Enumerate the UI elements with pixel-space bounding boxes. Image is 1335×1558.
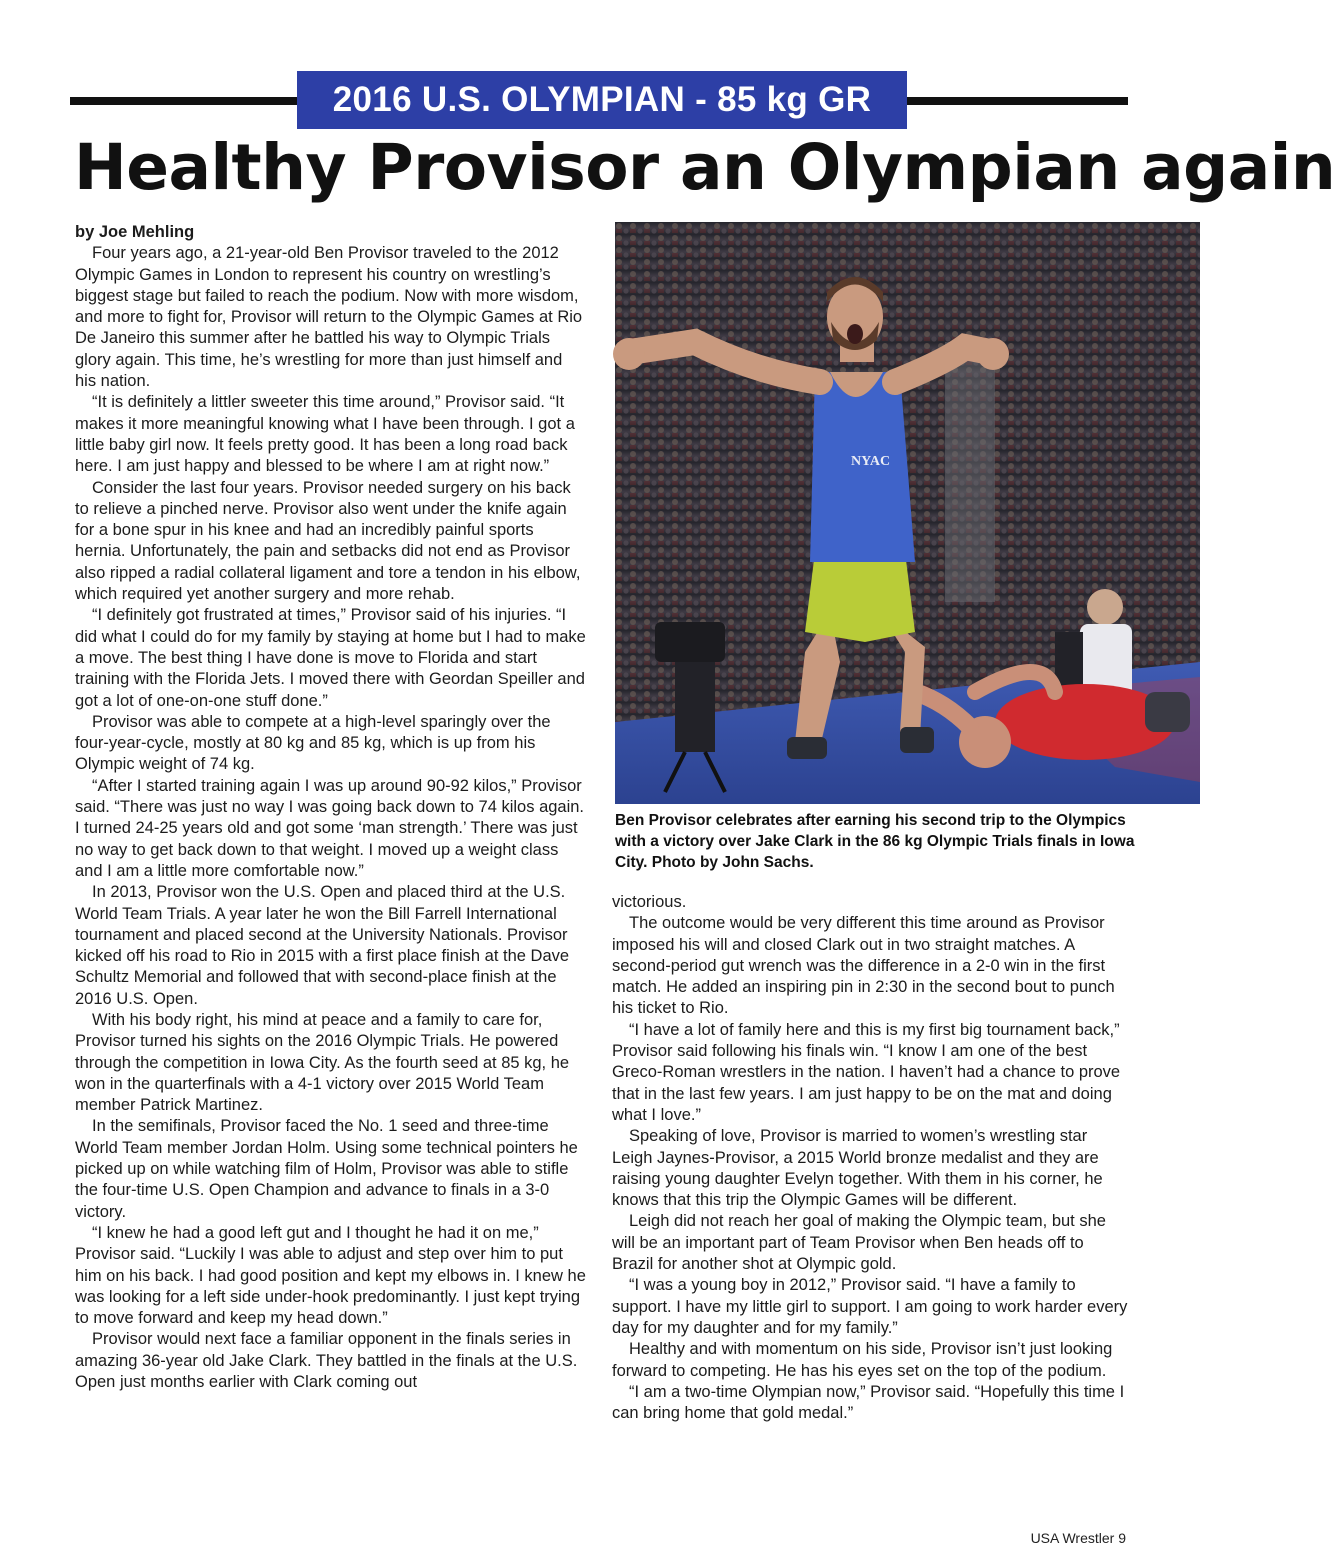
wrestling-photo-illustration [615,222,1200,804]
paragraph: Speaking of love, Provisor is married to women’s wrestling star Leigh Jaynes-Provisor, a 2015 World bronze medalist and they are raising young daughter Evelyn together. With them in his corner, he knows that this trip the Olympic Games will be different. [612,1127,1103,1210]
paragraph: “I am a two-time Olympian now,” Provisor said. “Hopefully this time I can bring home that gold medal.” [612,1382,1125,1423]
article-column-right [612,892,1128,1424]
paragraph: “I definitely got frustrated at times,” Provisor said of his injuries. “I did what I could do for my family by staying at home but I had to make a move. The best thing I have done is move to Florida and start training with the Florida Jets. I moved there with Geordan Speiller and got a lot of one-on-one stuff done.” [75,606,586,710]
paragraph: “It is definitely a littler sweeter this time around,” Provisor said. “It makes it more meaningful knowing what I have been through. I got a little baby girl now. It feels pretty good. It has been a long road back here. I am just happy and blessed to be where I am at right now.” [75,393,575,476]
paragraph: In the semifinals, Provisor faced the No. 1 seed and three-time World Team member Jordan Holm. Using some technical pointers he picked up on while watching film of Holm, Provisor was able to stifle the four-time U.S. Open Champion and advance to finals in a 3-0 victory. [75,1117,578,1221]
paragraph: “I have a lot of family here and this is my first big tournament back,” Provisor said following his finals win. “I know I am one of the best Greco-Roman wrestlers in the nation. I haven’t had a chance to prove that in the last few years. I am just happy to be on the mat and doing what I love.” [612,1020,1121,1124]
headline: Healthy Provisor an Olympian again [74,131,1335,204]
paragraph: With his body right, his mind at peace and a family to care for, Provisor turned his sights on the 2016 Olympic Trials. He powered through the competition in Iowa City. As the fourth seed at 85 kg, he won in the quarterfinals with a 4-1 victory over 2015 World Team member Patrick Martinez. [75,1010,570,1115]
header-rule-left [70,97,298,105]
byline: by Joe Mehling [75,223,195,241]
paragraph: Healthy and with momentum on his side, Provisor isn’t just looking forward to competing. He has his eyes set on the top of the podium. [612,1340,1113,1380]
photo-caption: Ben Provisor celebrates after earning his second trip to the Olympics with a victory over Jake Clark in the 86 kg Olympic Trials finals in Iowa City. Photo by John Sachs. [615,812,1135,871]
page-folio: USA Wrestler 9 [1030,1530,1126,1546]
singlet-lettering: NYAC [851,454,891,469]
paragraph: “After I started training again I was up around 90-92 kilos,” Provisor said. “There was just no way I was going back down to 74 kilos again. I turned 24-25 years old and got some ‘man strength.’ There was just no way to get back down to that weight. I moved up a weight class and I am a little more comfortable now.” [75,776,585,880]
header-rule-right [907,97,1128,105]
paragraph: Leigh did not reach her goal of making the Olympic team, but she will be an important part of Team Provisor when Ben heads off to Brazil for another shot at Olympic gold. [612,1212,1106,1274]
paragraph: Consider the last four years. Provisor needed surgery on his back to relieve a pinched nerve. Provisor also went under the knife again for a bone spur in his knee and had an incredibly painful sports hernia. Unfortunately, the pain and setbacks did not end as Provisor also ripped a radial collateral ligament and tore a tendon in his elbow, which required yet another surgery and more rehab. [75,478,581,604]
paragraph: “I knew he had a good left gut and I thought he had it on me,” Provisor said. “Luckily I was able to adjust and step over him to put him on his back. I had good position and kept my elbows in. I knew he was looking for a left side under-hook predominantly. I just kept trying to move forward and keep my head down.” [75,1223,586,1328]
paragraph: Four years ago, a 21-year-old Ben Provisor traveled to the 2012 Olympic Games in London to represent his country on wrestling’s biggest stage but failed to reach the podium. Now with more wisdom, and more to fight for, Provisor will return to the Olympic Games at Rio De Janeiro this summer after he battled his way to Olympic Trials glory again. This time, he’s wrestling for more than just himself and his nation. [75,244,583,391]
paragraph-continuation: victorious. [612,893,687,911]
paragraph: Provisor was able to compete at a high-level sparingly over the four-year-cycle, mostly at 80 kg and 85 kg, which is up from his Olympic weight of 74 kg. [75,712,551,774]
paragraph: Provisor would next face a familiar opponent in the finals series in amazing 36-year old Jake Clark. They battled in the finals at the U.S. Open just months earlier with Clark coming out [75,1330,578,1392]
paragraph: “I was a young boy in 2012,” Provisor said. “I have a family to support. I have my little girl to support. I am going to work harder every day for my daughter and for my family.” [612,1276,1128,1337]
paragraph: The outcome would be very different this time around as Provisor imposed his will and closed Clark out in two straight matches. A second-period gut wrench was the difference in a 2-0 win in the first match. He added an inspiring pin in 2:30 in the second bout to punch his ticket to Rio. [612,914,1115,1018]
article-column-left [75,222,587,1393]
wrestling-photo [615,222,1200,804]
section-kicker: 2016 U.S. OLYMPIAN - 85 kg GR [297,71,907,129]
paragraph: In 2013, Provisor won the U.S. Open and placed third at the U.S. World Team Trials. A year later he won the Bill Farrell International tournament and placed second at the University Nationals. Provisor kicked off his road to Rio in 2015 with a first place finish at the Dave Schultz Memorial and followed that with second-place finish at the 2016 U.S. Open. [75,883,570,1008]
